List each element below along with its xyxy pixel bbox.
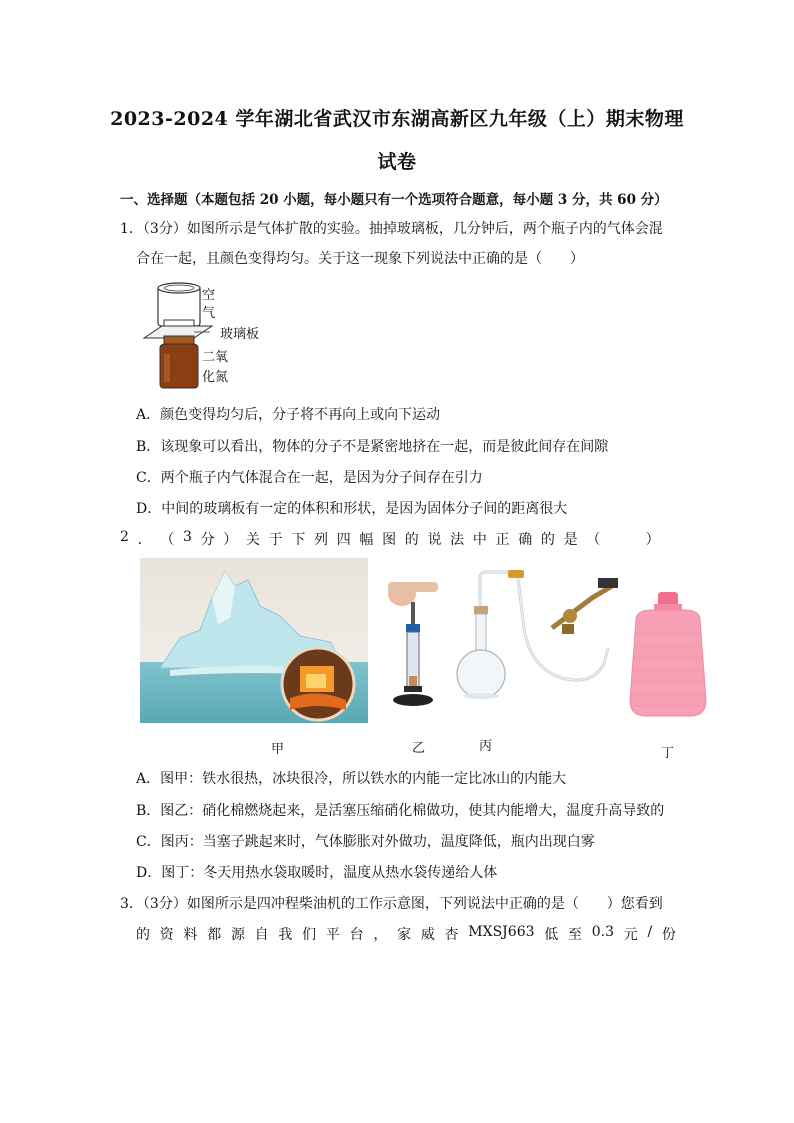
q1-figure-gas-diffusion [140, 280, 280, 390]
figure-jia-iceberg [140, 558, 368, 723]
q2-stem-char: 说 [427, 532, 442, 548]
fig-label-glass-plate: 玻璃板 [220, 327, 260, 342]
q3-stem-line2-char: 的 [136, 927, 150, 943]
q2-stem-char: 下 [291, 532, 306, 548]
q3-stem-line2-char: 台 [349, 927, 364, 943]
q2-stem-char: （ [586, 532, 601, 548]
q2-stem-char: （ [160, 532, 175, 548]
q3-stem-line2-char: 元 [623, 927, 638, 943]
q3-stem-line2-char: 低 [544, 927, 559, 943]
q3-stem-line2-char: 们 [302, 927, 317, 943]
q2-stem-char: 列 [314, 532, 329, 548]
q3-stem-line2-char: 至 [567, 927, 582, 943]
q2-stem-char: ） [645, 532, 660, 548]
q1-option-a: A．颜色变得均匀后，分子将不再向上或向下运动 [136, 407, 441, 423]
caption-jia: 甲 [271, 742, 285, 757]
q1-stem-line1: 1．（3分）如图所示是气体扩散的实验。抽掉玻璃板，几分钟后，两个瓶子内的气体会混 [120, 221, 663, 237]
figure-bing-flask-pump [452, 568, 618, 708]
fig-label-no2-1: 二氧 [202, 350, 229, 365]
q2-stem-char: 图 [382, 532, 397, 548]
q3-stem-line2-char: 资 [159, 927, 174, 943]
figure-ding-hot-water-bag [626, 590, 710, 720]
q3-stem-line2-char: 自 [254, 927, 269, 943]
q2-stem-char: ． [137, 532, 152, 548]
q3-stem-line2-char: 威 [420, 927, 435, 943]
q3-stem-line2-char: 份 [661, 927, 676, 943]
exam-title-continued: 试卷 [377, 151, 417, 173]
caption-ding: 丁 [661, 746, 675, 761]
fig-label-no2-2: 化氮 [202, 370, 229, 385]
fig-label-air-1: 空 [202, 288, 216, 303]
q3-stem-line2-char: 料 [183, 927, 198, 943]
q3-stem-line2-char: 都 [207, 927, 222, 943]
q2-stem-char: ） [223, 532, 238, 548]
q2-stem-char: 四 [336, 532, 351, 548]
q2-option-c: C．图丙：当塞子跳起来时，气体膨胀对外做功，温度降低，瓶内出现白雾 [136, 834, 595, 850]
q3-stem-line2-char: ， [373, 927, 388, 943]
q3-stem-line2-char: 源 [230, 927, 245, 943]
q2-option-b: B．图乙：硝化棉燃烧起来，是活塞压缩硝化棉做功，使其内能增大，温度升高导致的 [136, 803, 665, 819]
q3-stem-line2-char: 0.3 [591, 924, 614, 940]
q2-stem-char: 幅 [359, 532, 374, 548]
q3-stem-line2-char: 家 [397, 927, 412, 943]
q2-stem-char: 确 [518, 532, 533, 548]
q1-option-b: B．该现象可以看出，物体的分子不是紧密地挤在一起，而是彼此间存在间隙 [136, 439, 609, 455]
q3-stem-line1: 3．（3分）如图所示是四冲程柴油机的工作示意图，下列说法中正确的是（ ）您看到 [120, 896, 663, 912]
q1-option-d: D．中间的玻璃板有一定的体积和形状，是因为固体分子间的距离很大 [136, 501, 568, 517]
q2-stem-char: 的 [540, 532, 555, 548]
q2-stem-char: 中 [472, 532, 487, 548]
q2-stem-char: 法 [450, 532, 465, 548]
section-heading: 一、选择题（本题包括 20 小题，每小题只有一个选项符合题意，每小题 3 分，共 60 分） [120, 192, 668, 208]
q2-stem-char: 2 [120, 529, 129, 545]
q2-stem-char: 正 [495, 532, 510, 548]
q3-stem-line2-char: 我 [278, 927, 293, 943]
q2-stem-char: 是 [563, 532, 578, 548]
fig-label-air-2: 气 [202, 306, 216, 321]
q3-stem-line2-char: 杏 [444, 927, 459, 943]
q2-stem [120, 529, 660, 549]
q3-stem-line2-char: MXSJ663 [468, 924, 535, 940]
q1-option-c: C．两个瓶子内气体混合在一起，是因为分子间存在引力 [136, 470, 483, 486]
q1-stem-line2: 合在一起，且颜色变得均匀。关于这一现象下列说法中正确的是（ ） [136, 251, 584, 267]
q2-option-a: A．图甲：铁水很热，冰块很冷，所以铁水的内能一定比冰山的内能大 [136, 771, 567, 787]
q2-stem-char: 3 [182, 529, 192, 545]
q2-stem-char: 分 [200, 532, 215, 548]
q3-stem-line2-char: 平 [325, 927, 340, 943]
figure-yi-fire-syringe [382, 580, 444, 710]
q2-stem-char: 的 [404, 532, 419, 548]
q2-stem-char: 关 [245, 532, 260, 548]
caption-yi: 乙 [412, 741, 426, 756]
q3-stem-line2-char: / [647, 924, 653, 940]
q3-stem-line2 [136, 924, 676, 944]
q2-stem-char [609, 529, 637, 549]
q2-option-d: D．图丁：冬天用热水袋取暖时，温度从热水袋传递给人体 [136, 865, 498, 881]
q2-stem-char: 于 [268, 532, 283, 548]
caption-bing: 丙 [479, 739, 493, 754]
exam-title: 2023-2024 学年湖北省武汉市东湖高新区九年级（上）期末物理 [110, 108, 684, 130]
